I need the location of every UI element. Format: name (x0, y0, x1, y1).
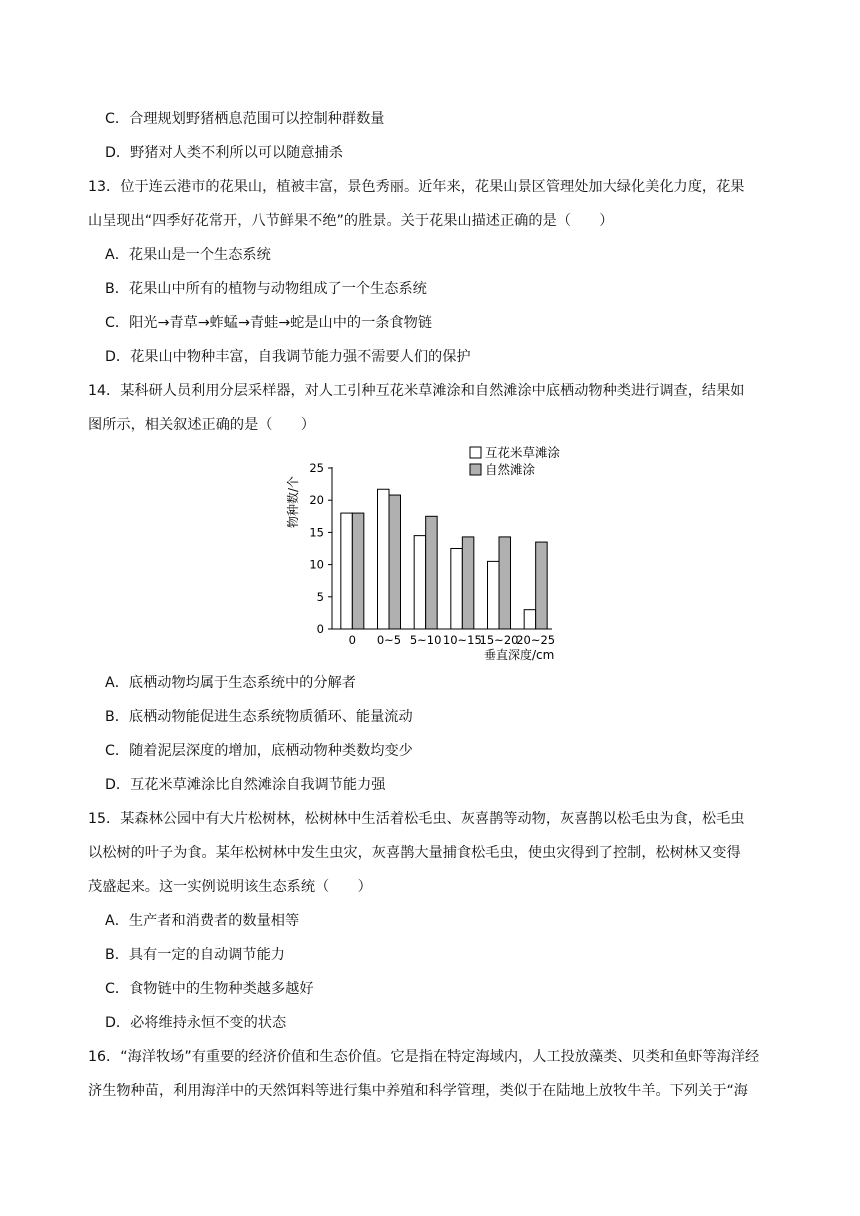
bar-spartina (414, 536, 426, 629)
bar-natural (389, 495, 401, 629)
legend-label-spartina: 互花米草滩涂 (485, 445, 561, 460)
species-depth-bar-chart (280, 438, 580, 664)
x-tick-label: 10~15 (442, 633, 482, 647)
legend-label-natural: 自然滩涂 (485, 462, 536, 477)
x-tick-labels (349, 633, 555, 647)
y-tick-label: 0 (316, 622, 324, 636)
y-tick-label: 5 (316, 589, 324, 604)
q15-stem-line2: 以松树的叶子为食。某年松树林中发生虫灾，灰喜鹊大量捕食松毛虫，使虫灾得到了控制，松树林又变得 (88, 845, 741, 861)
legend-swatch-spartina (470, 447, 481, 458)
q13-option-b: B．花果山中所有的植物与动物组成了一个生态系统 (105, 281, 427, 297)
legend-swatch-natural (470, 464, 481, 475)
q13-option-a: A．花果山是一个生态系统 (105, 247, 271, 263)
x-axis-label: 垂直深度/cm (484, 648, 555, 662)
q15-option-b: B．具有一定的自动调节能力 (105, 947, 285, 963)
x-tick-label: 15~20 (479, 633, 519, 647)
q16-stem-line1: 16．“海洋牧场”有重要的经济价值和生态价值。它是指在特定海域内，人工投放藻类、贝类和鱼虾等海洋经 (88, 1049, 760, 1065)
q12-option-c: C．合理规划野猪栖息范围可以控制种群数量 (105, 111, 385, 127)
q15-option-a: A．生产者和消费者的数量相等 (105, 913, 300, 929)
chart-legend (470, 445, 561, 477)
q15-stem-line3: 茂盛起来。这一实例说明该生态系统（ ） (88, 879, 372, 895)
x-tick-label: 0~5 (376, 633, 402, 647)
bar-natural (499, 537, 511, 629)
bar-natural (462, 537, 474, 629)
q15-stem-line1: 15．某森林公园中有大片松树林，松树林中生活着松毛虫、灰喜鹊等动物，灰喜鹊以松毛虫为食，松毛虫 (88, 811, 745, 827)
y-tick-label: 25 (309, 461, 324, 475)
y-tick-label: 15 (309, 525, 324, 540)
q14-option-a: A．底栖动物均属于生态系统中的分解者 (105, 675, 356, 691)
bar-natural (426, 516, 438, 629)
y-tick-label: 10 (309, 557, 324, 572)
y-axis-label: 物种数/个 (286, 475, 300, 529)
q13-option-c: C．阳光→青草→蚱蜢→青蛙→蛇是山中的一条食物链 (105, 315, 433, 331)
q14-stem-line2: 图所示，相关叙述正确的是（ ） (88, 417, 316, 433)
q14-option-d: D．互花米草滩涂比自然滩涂自我调节能力强 (105, 777, 386, 793)
q14-stem-line1: 14．某科研人员利用分层采样器，对人工引种互花米草滩涂和自然滩涂中底栖动物种类进行调查，结果如 (88, 383, 745, 399)
x-tick-label: 20~25 (516, 633, 556, 647)
bar-spartina (341, 513, 352, 629)
x-tick-label: 5~10 (409, 633, 442, 647)
q15-option-c: C．食物链中的生物种类越多越好 (105, 981, 314, 997)
bar-spartina (524, 610, 536, 629)
y-tick-label: 20 (309, 493, 324, 508)
bar-spartina (451, 549, 463, 630)
y-tick-labels (309, 461, 324, 636)
q15-option-d: D．必将维持永恒不变的状态 (105, 1015, 287, 1031)
x-tick-label: 0 (348, 633, 356, 647)
bar-natural (352, 513, 364, 629)
chart-bars (341, 489, 547, 629)
q13-stem-line1: 13．位于连云港市的花果山，植被丰富，景色秀丽。近年来，花果山景区管理处加大绿化美化力度，花果 (88, 179, 745, 195)
bar-spartina (488, 561, 500, 629)
q14-option-b: B．底栖动物能促进生态系统物质循环、能量流动 (105, 709, 413, 725)
q13-stem-line2: 山呈现出“四季好花常开，八节鲜果不绝”的胜景。关于花果山描述正确的是（ ） (88, 213, 614, 229)
q16-stem-line2: 济生物种苗，利用海洋中的天然饵料等进行集中养殖和科学管理，类似于在陆地上放牧牛羊。下列关于“海 (88, 1083, 748, 1099)
bar-natural (536, 542, 548, 629)
q13-option-d: D．花果山中物种丰富，自我调节能力强不需要人们的保护 (105, 349, 471, 365)
bar-spartina (378, 489, 390, 629)
q12-option-d: D．野猪对人类不利所以可以随意捕杀 (105, 145, 343, 161)
q14-option-c: C．随着泥层深度的增加，底栖动物种类数均变少 (105, 743, 413, 759)
